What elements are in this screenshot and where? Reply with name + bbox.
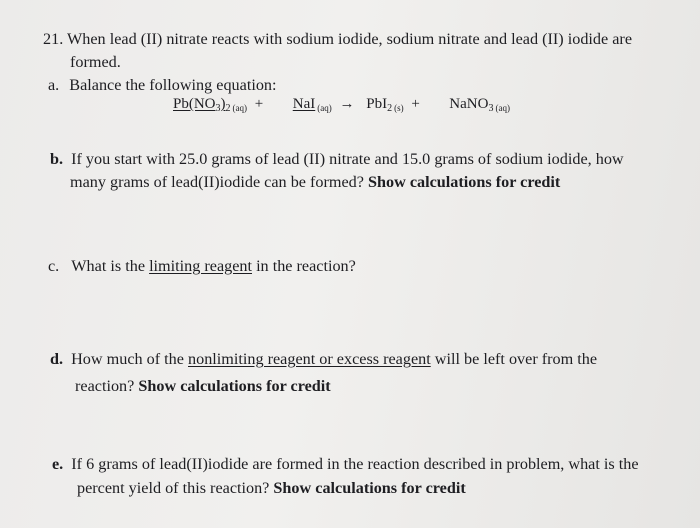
question-text-cont: formed.	[70, 53, 121, 71]
part-b-text-cont: many grams of lead(II)iodide can be formed?	[70, 173, 364, 191]
part-e-line1	[52, 455, 639, 474]
part-b-text: If you start with 25.0 grams of lead (II) nitrate and 15.0 grams of sodium iodide, how	[71, 150, 624, 168]
part-d-instruction: Show calculations for credit	[138, 377, 331, 395]
reaction-arrow: →	[339, 96, 355, 112]
state-label: (aq)	[495, 103, 510, 113]
part-e-instruction: Show calculations for credit	[273, 479, 466, 497]
part-e-line2	[77, 479, 466, 498]
question-21-line2	[70, 53, 121, 72]
formula-part: )	[220, 96, 226, 112]
chemical-equation	[173, 96, 510, 114]
part-d-text-cont: reaction?	[75, 377, 135, 395]
plus-sign: +	[411, 96, 420, 112]
subscript: 3	[215, 103, 221, 114]
part-b-letter: b.	[50, 150, 64, 168]
part-d-letter: d.	[50, 350, 64, 368]
excess-reagent-term: nonlimiting reagent or excess reagent	[188, 350, 431, 368]
part-b-instruction: Show calculations for credit	[368, 173, 561, 191]
part-a-letter: a.	[48, 76, 60, 94]
part-d-line1	[50, 350, 597, 369]
product-lead-iodide	[366, 96, 392, 114]
subscript: 2	[225, 103, 231, 114]
part-e-text-cont: percent yield of this reaction?	[77, 479, 270, 497]
subscript: 3	[488, 103, 494, 114]
state-label: (aq)	[232, 103, 248, 113]
part-a-text: Balance the following equation:	[69, 76, 277, 94]
part-d-pre: How much of the	[71, 350, 184, 368]
question-21-line1	[43, 30, 632, 49]
part-c-post: in the reaction?	[256, 257, 356, 275]
part-a	[48, 76, 277, 95]
question-number: 21.	[43, 30, 64, 48]
part-b-line2	[70, 173, 560, 192]
part-d-line2	[75, 377, 331, 396]
formula-part: NaNO	[449, 96, 489, 112]
state-label: (s)	[394, 103, 404, 113]
part-e-letter: e.	[52, 455, 64, 473]
plus-sign: +	[254, 96, 264, 112]
formula-part: Pb(NO	[173, 96, 216, 112]
reactant-sodium-iodide: NaI	[292, 96, 316, 112]
state-label: (aq)	[317, 103, 332, 113]
part-c-pre: What is the	[71, 257, 146, 275]
part-d-post: will be left over from the	[434, 350, 598, 368]
formula-part: PbI	[366, 96, 388, 112]
reactant-lead-nitrate	[173, 96, 226, 114]
limiting-reagent-term: limiting reagent	[149, 257, 253, 275]
part-c	[48, 257, 356, 276]
question-text: When lead (II) nitrate reacts with sodium iodide, sodium nitrate and lead (II) iodide are	[67, 30, 633, 48]
subscript: 2	[387, 103, 393, 114]
part-e-text: If 6 grams of lead(II)iodide are formed in the reaction described in problem, what is the	[71, 455, 639, 473]
product-sodium-nitrate	[449, 96, 493, 114]
part-b-line1	[50, 150, 624, 169]
part-c-letter: c.	[48, 257, 60, 275]
